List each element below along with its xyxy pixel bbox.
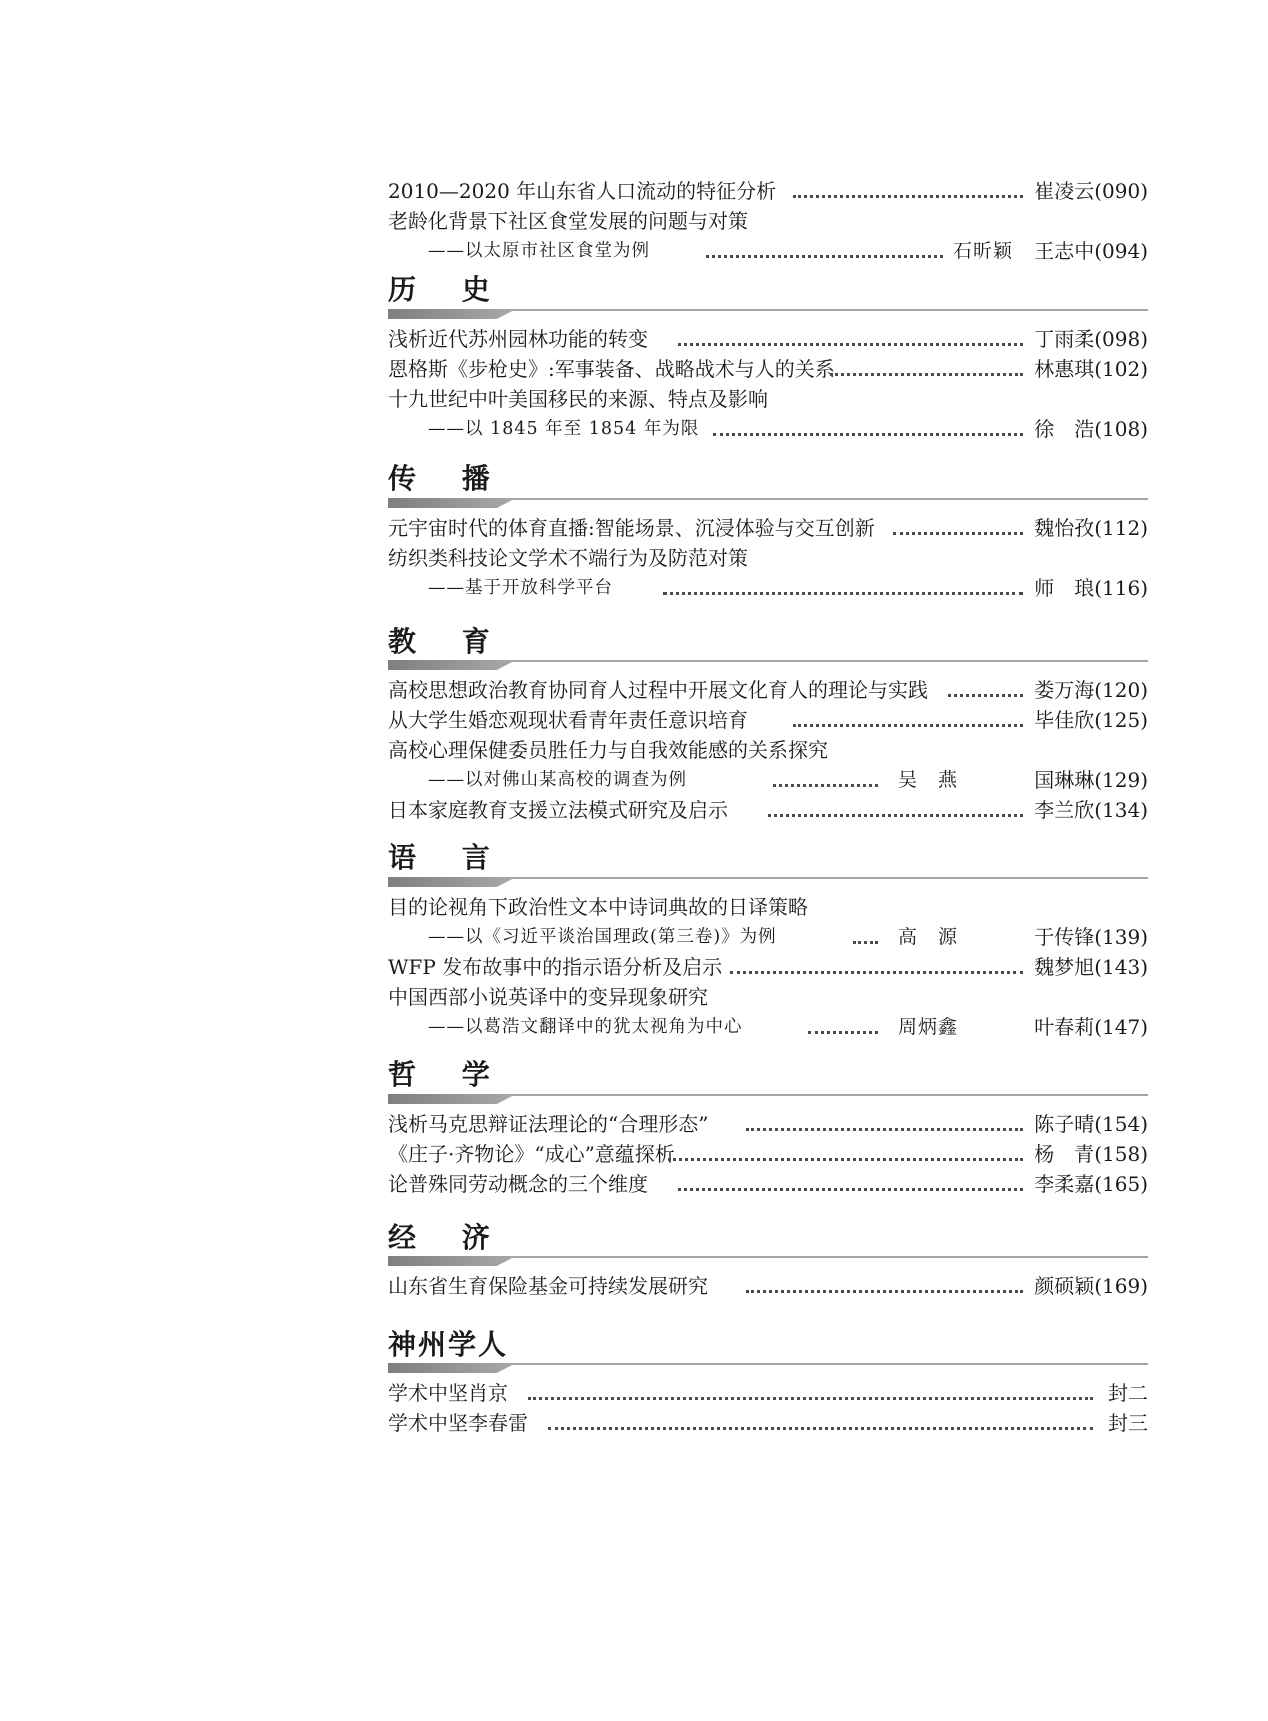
- entry-page: (129): [1094, 768, 1148, 792]
- education-entries: [388, 675, 1148, 825]
- section-rule: [388, 1360, 1148, 1376]
- entry-title: WFP 发布故事中的指示语分析及启示: [388, 955, 723, 979]
- toc-entry[interactable]: [388, 1109, 1148, 1139]
- toc-entry-subtitle[interactable]: [388, 765, 1148, 795]
- entry-page: (098): [1094, 327, 1148, 351]
- toc-entry[interactable]: [388, 354, 1148, 384]
- entry-page: (134): [1094, 798, 1148, 822]
- entry-page: (108): [1094, 417, 1148, 441]
- entry-subtitle: ——以葛浩文翻译中的犹太视角为中心: [428, 1017, 743, 1037]
- entry-author-page: [1034, 324, 1148, 354]
- section-rule: [388, 1253, 1148, 1269]
- leader-dots: [768, 814, 1023, 817]
- toc-entry[interactable]: [388, 705, 1148, 735]
- scholars-entries: [388, 1378, 1148, 1438]
- toc-entry[interactable]: [388, 675, 1148, 705]
- entry-page: (090): [1094, 179, 1148, 203]
- leader-dots: [773, 784, 878, 787]
- entry-title: 十九世纪中叶美国移民的来源、特点及影响: [388, 387, 768, 411]
- entry-author-page: [1034, 765, 1148, 795]
- toc-entry[interactable]: [388, 324, 1148, 354]
- toc-entry[interactable]: [388, 982, 1148, 1012]
- leader-dots: [663, 592, 1023, 595]
- entry-page: (120): [1094, 678, 1148, 702]
- leader-dots: [548, 1427, 1093, 1430]
- entry-author: 李兰欣: [1034, 798, 1095, 822]
- leader-dots: [730, 971, 1023, 974]
- entry-author-page: [1034, 952, 1148, 982]
- section-rule: [388, 657, 1148, 673]
- entry-page: (147): [1094, 1015, 1148, 1039]
- entry-author: 魏怡孜: [1034, 516, 1095, 540]
- entry-page: 封三: [1108, 1411, 1148, 1435]
- entry-title: 从大学生婚恋观现状看青年责任意识培育: [388, 708, 748, 732]
- leader-dots: [793, 195, 1023, 198]
- entry-page: (154): [1094, 1112, 1148, 1136]
- entry-author: 徐 浩: [1034, 417, 1095, 441]
- entry-author: 毕佳欣: [1034, 708, 1095, 732]
- entry-title: 目的论视角下政治性文本中诗词典故的日译策略: [388, 895, 808, 919]
- section-title-language: 语 言: [388, 841, 508, 874]
- entry-page: (094): [1094, 239, 1148, 263]
- entry-author-page: [1034, 675, 1148, 705]
- toc-entry[interactable]: [388, 735, 1148, 765]
- section-rule: [388, 874, 1148, 890]
- leader-dots: [746, 1128, 1023, 1131]
- entry-author: 娄万海: [1034, 678, 1095, 702]
- toc-entry-subtitle[interactable]: [388, 922, 1148, 952]
- leader-dots: [793, 724, 1023, 727]
- leader-dots: [948, 694, 1023, 697]
- entry-title: 论普殊同劳动概念的三个维度: [388, 1172, 648, 1196]
- leader-dots: [853, 941, 878, 944]
- toc-entry[interactable]: [388, 1271, 1148, 1301]
- entry-author: 吴 燕: [898, 769, 959, 791]
- entry-author-page: [1034, 1169, 1148, 1199]
- leader-dots: [830, 373, 1023, 376]
- entry-author: 杨 青: [1034, 1142, 1095, 1166]
- entry-title: 《庄子·齐物论》“成心”意蕴探析: [388, 1142, 675, 1166]
- entry-title: 高校思想政治教育协同育人过程中开展文化育人的理论与实践: [388, 678, 928, 702]
- leader-dots: [713, 433, 1023, 436]
- entry-author-page: [1034, 795, 1148, 825]
- entry-author-page: [1034, 513, 1148, 543]
- entry-author: 石昕颖: [953, 240, 1014, 262]
- entry-title: 浅析马克思辩证法理论的“合理形态”: [388, 1112, 709, 1136]
- entry-page: 封二: [1108, 1381, 1148, 1405]
- toc-entry[interactable]: [388, 1169, 1148, 1199]
- entry-title: 浅析近代苏州园林功能的转变: [388, 327, 648, 351]
- entry-author: 国琳琳: [1034, 768, 1095, 792]
- entry-author: 林惠琪: [1034, 357, 1095, 381]
- entry-page: (102): [1094, 357, 1148, 381]
- entry-author: 丁雨柔: [1034, 327, 1095, 351]
- section-title-philosophy: 哲 学: [388, 1058, 508, 1091]
- entry-subtitle: ——基于开放科学平台: [428, 578, 613, 598]
- entry-author: 于传锋: [1034, 925, 1095, 949]
- entry-author-page: [1034, 414, 1148, 444]
- entry-author-page: [1034, 705, 1148, 735]
- economy-entries: [388, 1271, 1148, 1301]
- entry-author-page: [1034, 1271, 1148, 1301]
- entry-author: 颜硕颖: [1034, 1274, 1095, 1298]
- leader-dots: [678, 1188, 1023, 1191]
- entry-page: (169): [1094, 1274, 1148, 1298]
- entry-author: 陈子晴: [1034, 1112, 1095, 1136]
- toc-entry[interactable]: [388, 1408, 1148, 1438]
- entry-author: 李柔嘉: [1034, 1172, 1095, 1196]
- entry-subtitle: ——以《习近平谈治国理政(第三卷)》为例: [428, 927, 777, 947]
- section-title-education: 教 育: [388, 625, 508, 658]
- entry-subtitle: ——以对佛山某高校的调查为例: [428, 770, 687, 790]
- entry-author-page: [1034, 176, 1148, 206]
- section-title-history: 历 史: [388, 273, 508, 306]
- toc-entry[interactable]: [388, 384, 1148, 414]
- toc-entry-subtitle[interactable]: [388, 236, 1148, 266]
- entry-page: (139): [1094, 925, 1148, 949]
- section-rule: [388, 1091, 1148, 1107]
- entry-author: 王志中: [1034, 239, 1095, 263]
- history-entries: [388, 324, 1148, 444]
- entry-title: 纺织类科技论文学术不端行为及防范对策: [388, 546, 748, 570]
- entry-title: 学术中坚肖京: [388, 1381, 508, 1405]
- entry-title: 日本家庭教育支援立法模式研究及启示: [388, 798, 728, 822]
- entry-page: (125): [1094, 708, 1148, 732]
- leader-dots: [706, 255, 943, 258]
- toc-entry[interactable]: [388, 1378, 1148, 1408]
- entry-title: 2010—2020 年山东省人口流动的特征分析: [388, 179, 777, 203]
- entry-author-page: [1034, 922, 1148, 952]
- entry-author-page: [1034, 354, 1148, 384]
- toc-entry[interactable]: [388, 892, 1148, 922]
- toc-entry-subtitle[interactable]: [388, 414, 1148, 444]
- top-entries: [388, 176, 1148, 266]
- entry-title: 中国西部小说英译中的变异现象研究: [388, 985, 708, 1009]
- section-rule: [388, 495, 1148, 511]
- entry-author-page: [1034, 236, 1148, 266]
- entry-page: (112): [1094, 516, 1148, 540]
- entry-author-page: [1034, 1139, 1148, 1169]
- section-title-communication: 传 播: [388, 462, 508, 495]
- language-entries: [388, 892, 1148, 1042]
- entry-author: 魏梦旭: [1034, 955, 1095, 979]
- leader-dots: [678, 343, 1023, 346]
- toc-entry[interactable]: [388, 543, 1148, 573]
- leader-dots: [808, 1031, 878, 1034]
- philosophy-entries: [388, 1109, 1148, 1199]
- toc-entry[interactable]: [388, 1139, 1148, 1169]
- entry-title: 高校心理保健委员胜任力与自我效能感的关系探究: [388, 738, 828, 762]
- entry-author-page: [1034, 1012, 1148, 1042]
- entry-page: (165): [1094, 1172, 1148, 1196]
- toc-entry[interactable]: [388, 513, 1148, 543]
- section-rule: [388, 306, 1148, 322]
- leader-dots: [893, 532, 1023, 535]
- entry-author-page: [1034, 1109, 1148, 1139]
- toc-entry-subtitle[interactable]: [388, 1012, 1148, 1042]
- entry-author: 高 源: [898, 926, 959, 948]
- toc-entry-subtitle[interactable]: [388, 573, 1148, 603]
- leader-dots: [528, 1397, 1093, 1400]
- toc-entry[interactable]: [388, 795, 1148, 825]
- entry-title: 山东省生育保险基金可持续发展研究: [388, 1274, 708, 1298]
- section-title-economy: 经 济: [388, 1221, 508, 1254]
- entry-subtitle: ——以太原市社区食堂为例: [428, 241, 650, 261]
- toc-entry[interactable]: [388, 176, 1148, 206]
- entry-subtitle: ——以 1845 年至 1854 年为限: [428, 419, 700, 439]
- entry-author: 周炳鑫: [898, 1016, 959, 1038]
- entry-author: 叶春莉: [1034, 1015, 1095, 1039]
- entry-title: 元宇宙时代的体育直播:智能场景、沉浸体验与交互创新: [388, 516, 875, 540]
- leader-dots: [746, 1290, 1023, 1293]
- toc-entry[interactable]: [388, 206, 1148, 236]
- entry-page: (143): [1094, 955, 1148, 979]
- toc-entry[interactable]: [388, 952, 1148, 982]
- communication-entries: [388, 513, 1148, 603]
- entry-page: (158): [1094, 1142, 1148, 1166]
- entry-author: 崔凌云: [1034, 179, 1095, 203]
- entry-title: 恩格斯《步枪史》:军事装备、战略战术与人的关系: [388, 357, 835, 381]
- entry-author: 师 琅: [1034, 576, 1095, 600]
- entry-title: 老龄化背景下社区食堂发展的问题与对策: [388, 209, 748, 233]
- entry-page: (116): [1094, 576, 1148, 600]
- leader-dots: [668, 1158, 1023, 1161]
- entry-author-page: [1034, 573, 1148, 603]
- section-title-scholars: 神州学人: [388, 1328, 509, 1361]
- entry-title: 学术中坚李春雷: [388, 1411, 528, 1435]
